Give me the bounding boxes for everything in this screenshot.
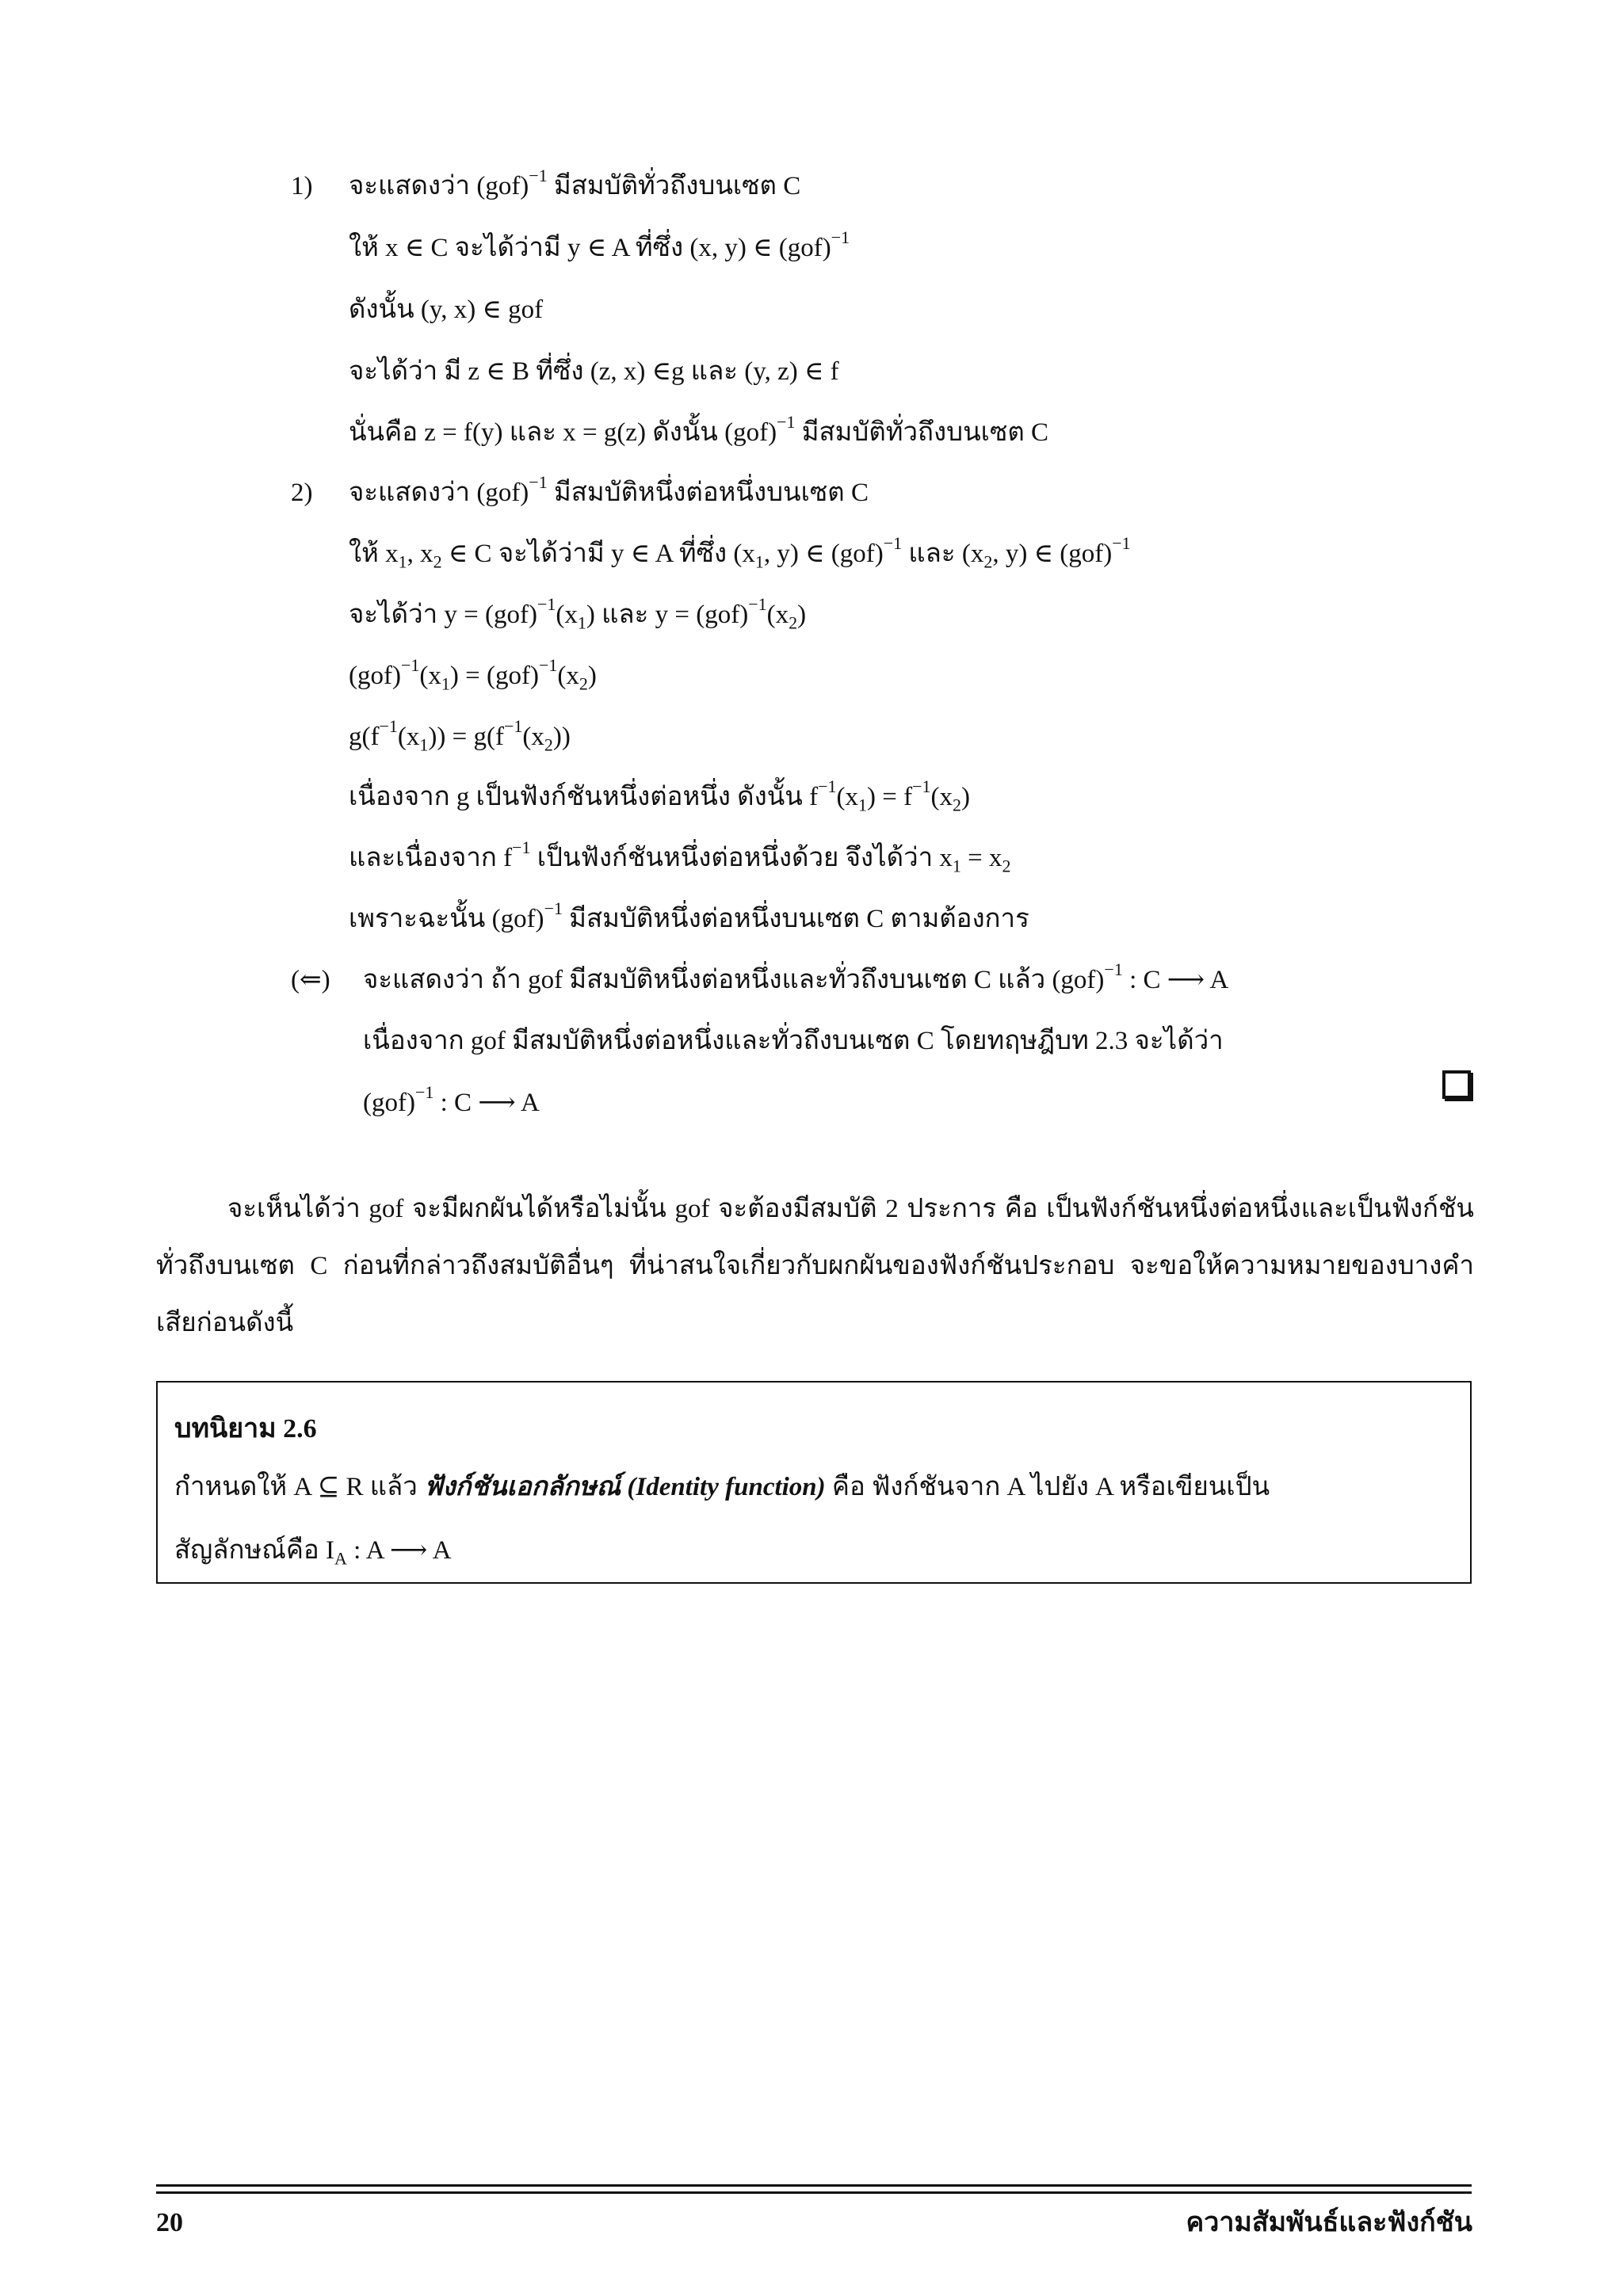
item-2-line-7: และเนื่องจาก $f^{-1}$ เป็นฟังก์ชันหนึ่งต่อหนึ่งด้วย จึงได้ว่า $x_1 = x_2$ — [349, 837, 1011, 876]
item-1-line-2: ให้ x ∈ C จะได้ว่ามี y ∈ A ที่ซึ่ง (x, y) ∈ (gof)$^{-1}$ — [349, 227, 850, 262]
definition-title: บทนิยาม 2.6 — [174, 1414, 317, 1444]
item-2-line-8: เพราะฉะนั้น (gof)$^{-1}$ มีสมบัติหนึ่งต่อหนึ่งบนเซต C ตามต้องการ — [349, 898, 1029, 933]
item-1-line-4: จะได้ว่า มี z ∈ B ที่ซึ่ง (z, x) ∈g และ (y, z) ∈ f — [349, 357, 839, 386]
body-paragraph: จะเห็นได้ว่า gof จะมีผกผันได้หรือไม่นั้น gof จะต้องมีสมบัติ 2 ประการ คือ เป็นฟังก์ชันหนึ่งต่อหนึ่งและเป็นฟังก์ชันทั่วถึงบนเซต C ก่อนที่กล่าวถึงสมบัติอื่นๆ ที่น่าสนใจเกี่ยวกับผกผันของฟังก์ชันประกอบ จะขอให้ความหมายของบางคำเสียก่อนดังนี้ — [156, 1195, 1474, 1337]
converse-line-2: เนื่องจาก gof มีสมบัติหนึ่งต่อหนึ่งและทั่วถึงบนเซต C โดยทฤษฎีบท 2.3 จะได้ว่า — [363, 1027, 1224, 1055]
item-1-intro: จะแสดงว่า (gof)$^{-1}$ มีสมบัติทั่วถึงบนเซต C — [349, 166, 801, 200]
item-2-line-5: $g(f^{-1}(x_1)) = g(f^{-1}(x_2))$ — [349, 716, 571, 755]
qed-box-icon — [1442, 1070, 1471, 1099]
definition-line-2: สัญลักษณ์คือ $I_A$ : A ⟶ A — [174, 1536, 452, 1569]
definition-line-1: กำหนดให้ A ⊆ R แล้ว ฟังก์ชันเอกลักษณ์ (Identity function) คือ ฟังก์ชันจาก A ไปยัง A หรือเขียนเป็น — [174, 1473, 1270, 1501]
footer-rule-bottom — [156, 2191, 1472, 2194]
item-2-line-2: ให้ $x_1$, $x_2$ ∈ C จะได้ว่ามี y ∈ A ที่ซึ่ง ($x_1$, y) ∈ (gof)$^{-1}$ และ ($x_2$, y) ∈ (gof)$^{-1}$ — [349, 533, 1131, 572]
item-2-line-3: จะได้ว่า $y = (gof)^{-1}(x_1)$ และ $y = (gof)^{-1}(x_2)$ — [349, 594, 807, 633]
item-1-line-3: ดังนั้น (y, x) ∈ gof — [349, 296, 544, 324]
item-2-line-4: $(gof)^{-1}(x_1) = (gof)^{-1}(x_2)$ — [349, 655, 597, 694]
item-2-line-6: เนื่องจาก g เป็นฟังก์ชันหนึ่งต่อหนึ่ง ดังนั้น $f^{-1}(x_1) = f^{-1}(x_2)$ — [349, 776, 971, 815]
converse-line-1: จะแสดงว่า ถ้า gof มีสมบัติหนึ่งต่อหนึ่งและทั่วถึงบนเซต C แล้ว (gof)$^{-1}$ : C ⟶ A — [363, 959, 1229, 994]
item-1-line-5: นั่นคือ z = f(y) และ x = g(z) ดังนั้น (gof)$^{-1}$ มีสมบัติทั่วถึงบนเซต C — [349, 412, 1049, 447]
converse-line-3: (gof)$^{-1}$ : C ⟶ A — [363, 1082, 540, 1117]
definition-term: ฟังก์ชันเอกลักษณ์ (Identity function) — [424, 1473, 826, 1501]
item-2-label: 2) — [291, 479, 313, 507]
page-number: 20 — [156, 2208, 183, 2237]
footer-rule-top — [156, 2184, 1472, 2187]
chapter-title: ความสัมพันธ์และฟังก์ชัน — [1186, 2208, 1472, 2237]
converse-label: (⇐) — [291, 966, 330, 994]
item-2-intro: จะแสดงว่า (gof)$^{-1}$ มีสมบัติหนึ่งต่อหนึ่งบนเซต C — [349, 472, 869, 507]
item-1-label: 1) — [291, 172, 313, 200]
